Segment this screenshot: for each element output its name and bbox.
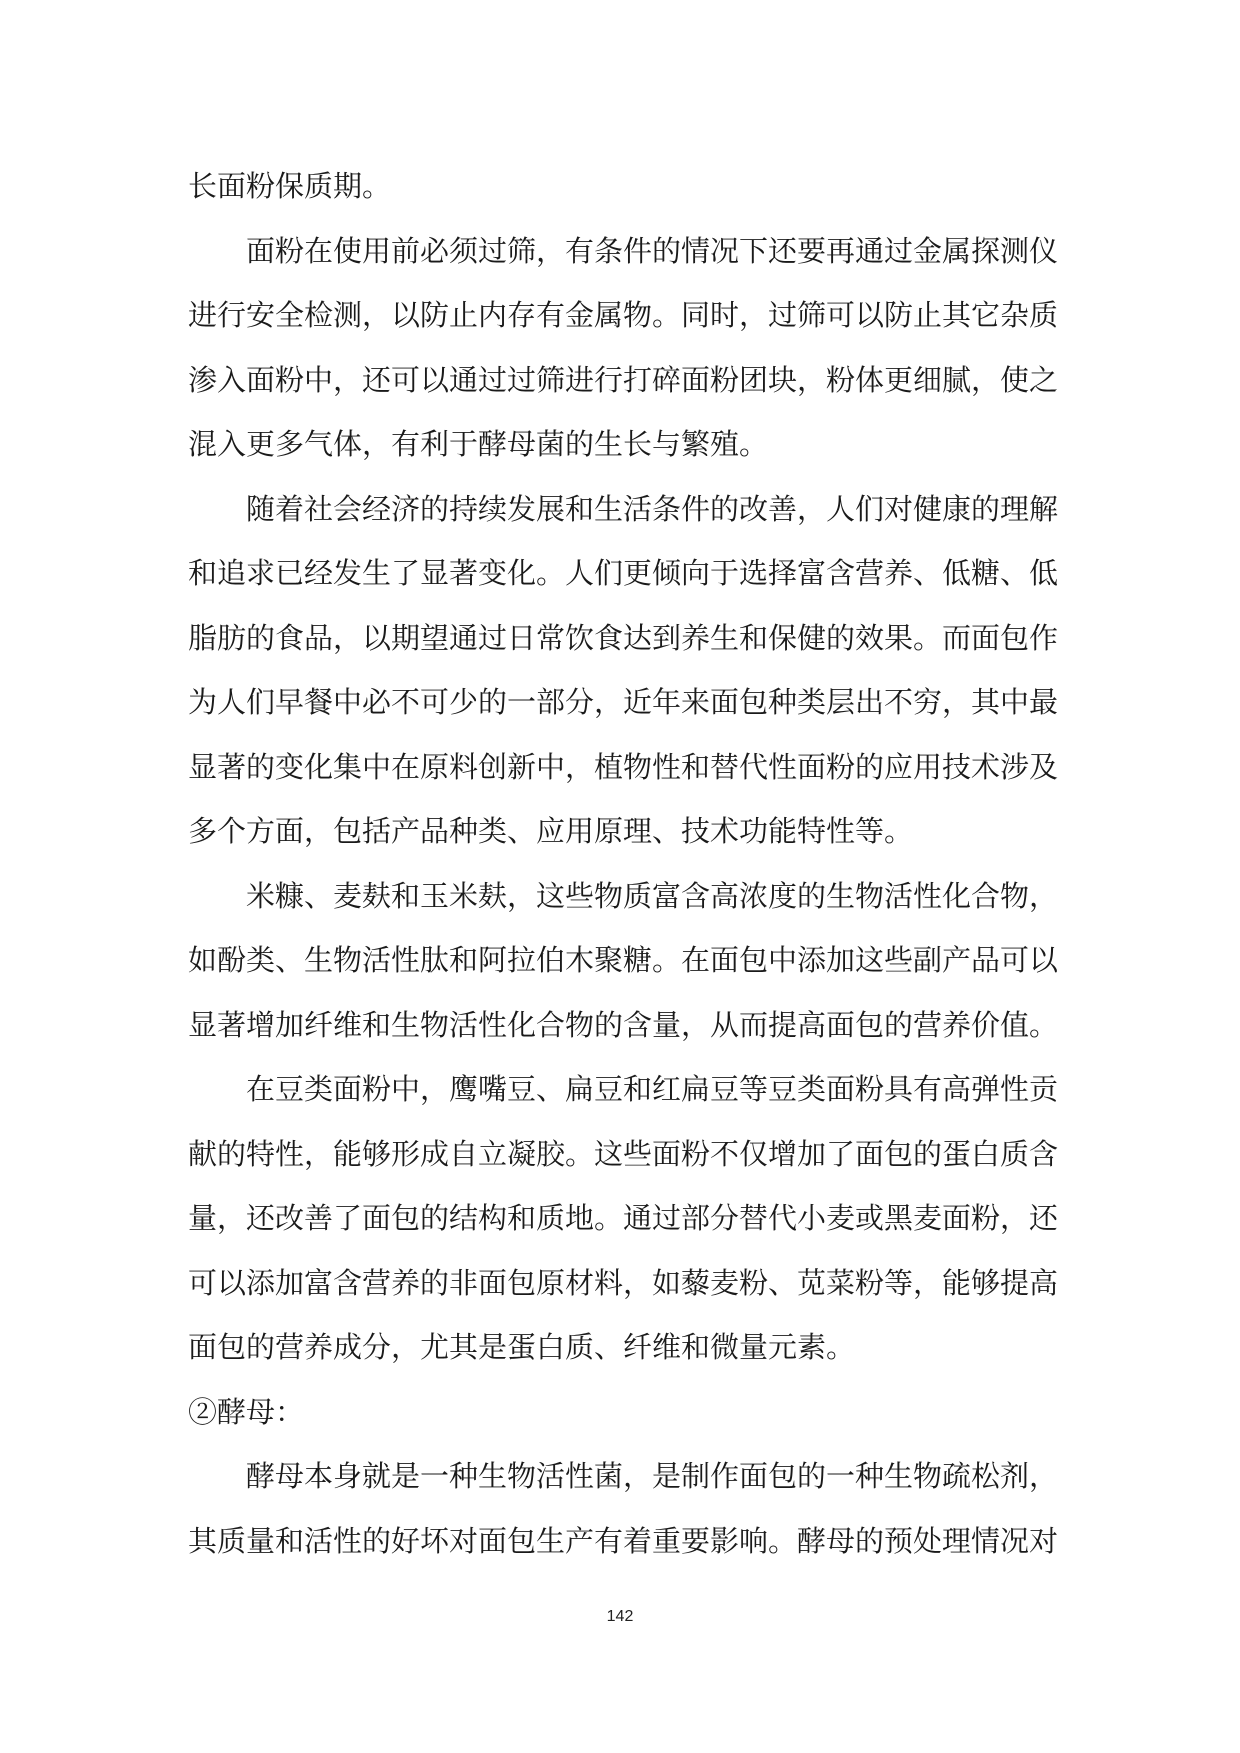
paragraph-6: 酵母本身就是一种生物活性菌，是制作面包的一种生物疏松剂，其质量和活性的好坏对面包生产有着重要影响。酵母的预处理情况对	[188, 1459, 1059, 1558]
paragraph-4: 米糠、麦麸和玉米麸，这些物质富含高浓度的生物活性化合物，如酚类、生物活性肽和阿拉伯木聚糖。在面包中添加这些副产品可以显著增加纤维和生物活性化合物的含量，从而提高面包的营养价值。	[188, 878, 1059, 1042]
paragraph-1: 长面粉保质期。	[188, 169, 392, 203]
paragraph-2: 面粉在使用前必须过筛，有条件的情况下还要再通过金属探测仪进行安全检测，以防止内存有金属物。同时，过筛可以防止其它杂质渗入面粉中，还可以通过过筛进行打碎面粉团块，粉体更细腻，使之混入更多气体，有利于酵母菌的生长与繁殖。	[188, 233, 1059, 461]
section-heading-yeast: ②酵母：	[188, 1394, 305, 1429]
paragraph-5: 在豆类面粉中，鹰嘴豆、扁豆和红扁豆等豆类面粉具有高弹性贡献的特性，能够形成自立凝胶。这些面粉不仅增加了面包的蛋白质含量，还改善了面包的结构和质地。通过部分替代小麦或黑麦面粉，还可以添加富含营养的非面包原材料，如藜麦粉、苋菜粉等，能够提高面包的营养成分，尤其是蛋白质、纤维和微量元素。	[188, 1072, 1059, 1364]
body-text	[188, 154, 1058, 1573]
page-number: 142	[606, 1608, 634, 1625]
paragraph-3: 随着社会经济的持续发展和生活条件的改善，人们对健康的理解和追求已经发生了显著变化。人们更倾向于选择富含营养、低糖、低脂肪的食品，以期望通过日常饮食达到养生和保健的效果。而面包作为人们早餐中必不可少的一部分，近年来面包种类层出不穷，其中最显著的变化集中在原料创新中，植物性和替代性面粉的应用技术涉及多个方面，包括产品种类、应用原理、技术功能特性等。	[188, 491, 1059, 848]
